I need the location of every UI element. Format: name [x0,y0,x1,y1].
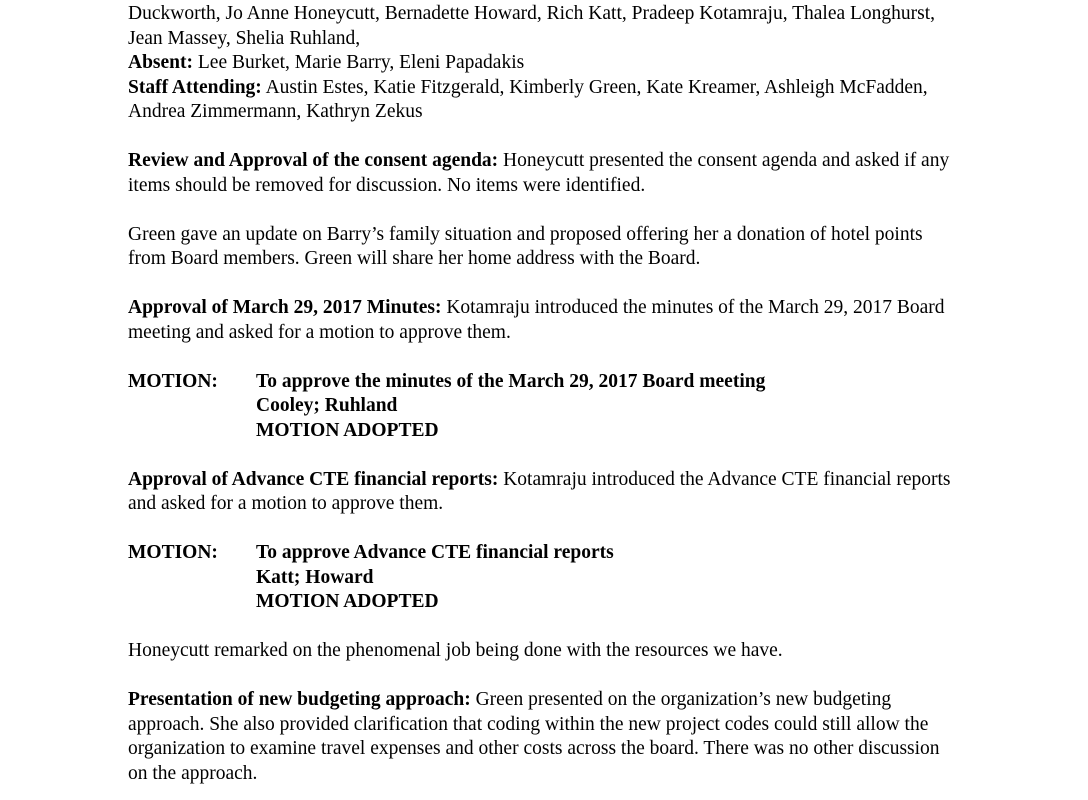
financial-reports-heading: Approval of Advance CTE financial reports: [128,468,499,490]
motion-details [256,370,765,444]
staff-line [128,76,958,125]
motion-movers: Cooley; Ruhland [256,395,398,416]
motion-result: MOTION ADOPTED [256,419,439,441]
financial-reports-paragraph [128,468,958,517]
green-update-paragraph: Green gave an update on Barry’s family situation and proposed offering her a donation of hotel points from Board members. Green will share her home address with the Board. [128,223,923,269]
staff-names: Austin Estes, Katie Fitzgerald, Kimberly Green, Kate Kreamer, Ashleigh McFadden, Andrea Zimmermann, Kathryn Zekus [128,76,928,122]
minutes-approval-heading: Approval of March 29, 2017 Minutes: [128,297,442,318]
motion-details [256,541,614,615]
budgeting-heading: Presentation of new budgeting approach: [128,689,471,710]
motion-label: MOTION: [128,370,218,392]
financial-reports-text: Kotamraju introduced the Advance CTE financial reports and asked for a motion to approve them. [128,468,951,514]
budgeting-paragraph [128,688,958,786]
motion-movers: Katt; Howard [256,566,374,588]
motion-label: MOTION: [128,542,218,563]
absent-label: Absent: [128,52,194,73]
staff-label: Staff Attending: [128,76,262,98]
motion-result: MOTION ADOPTED [256,591,439,612]
minutes-approval-paragraph [128,296,958,345]
minutes-body [128,2,958,786]
budgeting-text: Green presented on the organization’s new budgeting approach. She also provided clarification that coding within the new project codes could still allow the organization to examine travel expenses and other costs across the board. There was no other discussion on the approach. [128,689,940,784]
consent-agenda-heading: Review and Approval of the consent agenda: [128,150,499,171]
absent-line [128,51,958,76]
motion-block-minutes [128,370,958,444]
minutes-approval-text: Kotamraju introduced the minutes of the March 29, 2017 Board meeting and asked for a motion to approve them. [128,297,945,343]
absent-names: Lee Burket, Marie Barry, Eleni Papadakis [193,52,525,73]
motion-block-financial [128,541,958,615]
honeycutt-remark-paragraph: Honeycutt remarked on the phenomenal job being done with the resources we have. [128,640,783,661]
consent-agenda-paragraph [128,149,958,198]
motion-text: To approve Advance CTE financial reports [256,542,614,563]
consent-agenda-text: Honeycutt presented the consent agenda and asked if any items should be removed for discussion. No items were identified. [128,150,950,196]
board-attendees-continued: Duckworth, Jo Anne Honeycutt, Bernadette Howard, Rich Katt, Pradeep Kotamraju, Thalea Longhurst, Jean Massey, Shelia Ruhland, [128,3,936,49]
motion-text: To approve the minutes of the March 29, 2017 Board meeting [256,370,766,392]
